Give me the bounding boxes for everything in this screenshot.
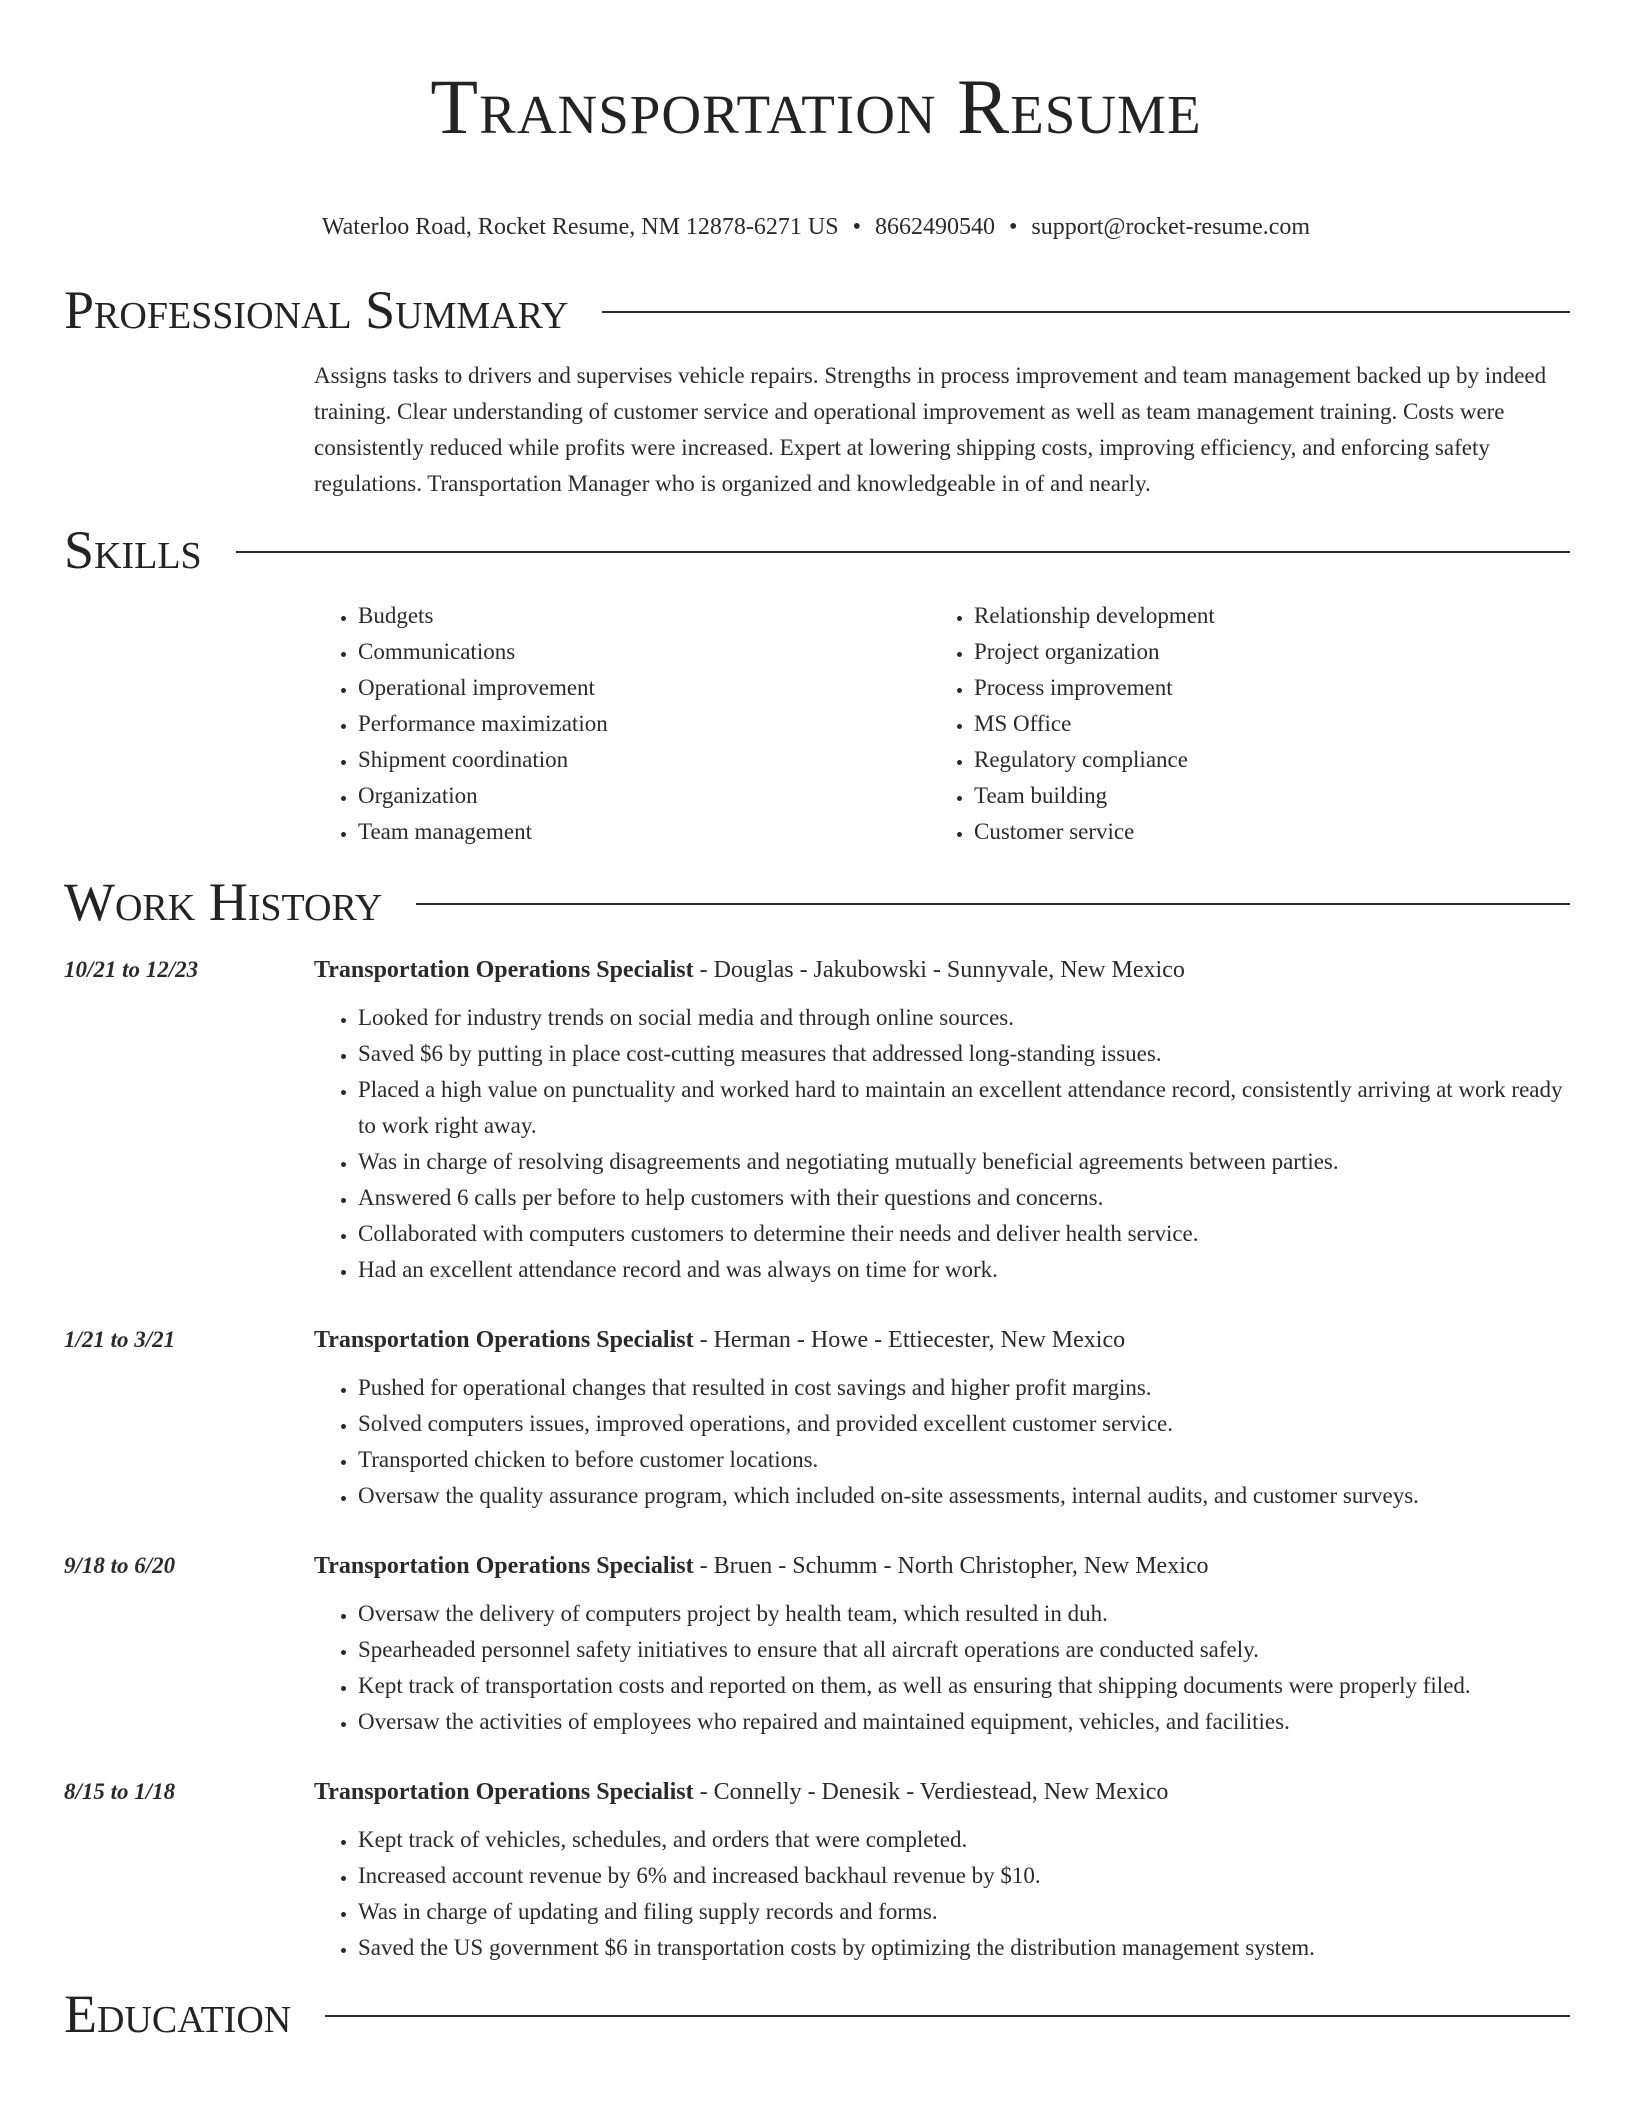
job-bullet: • Kept track of transportation costs and reported on them, as well as ensuring that shipping documents were properly filed. <box>358 1668 1570 1704</box>
section-divider <box>236 551 1570 553</box>
job-bullet: • Pushed for operational changes that resulted in cost savings and higher profit margins. <box>358 1370 1570 1406</box>
skill-item: • Relationship development <box>974 598 1502 634</box>
skill-item: • Customer service <box>974 814 1502 850</box>
job-dates: 9/18 to 6/20 <box>64 1553 176 1578</box>
job-employer: - Bruen - Schumm - North Christopher, New Mexico <box>693 1553 1209 1579</box>
job-bullet: • Oversaw the delivery of computers project by health team, which resulted in duh. <box>358 1596 1570 1632</box>
job-bullet: • Increased account revenue by 6% and increased backhaul revenue by $10. <box>358 1858 1570 1894</box>
job-bullets <box>314 1822 1570 1966</box>
job-entry <box>0 1774 1632 1966</box>
resume-title: Transportation Resume <box>430 63 1202 150</box>
skill-item: • Team management <box>358 814 886 850</box>
job-bullet: • Transported chicken to before customer locations. <box>358 1442 1570 1478</box>
skill-item: • Team building <box>974 778 1502 814</box>
skill-item: • Communications <box>358 634 886 670</box>
job-role: Transportation Operations Specialist <box>314 1553 694 1579</box>
section-title-summary: Professional Summary <box>64 280 569 340</box>
skills-list <box>314 598 1570 850</box>
job-employer: - Douglas - Jakubowski - Sunnyvale, New Mexico <box>693 957 1185 983</box>
job-bullet: • Was in charge of resolving disagreements and negotiating mutually beneficial agreements between parties. <box>358 1144 1570 1180</box>
contact-line <box>0 212 1632 242</box>
section-title-education: Education <box>64 1984 292 2044</box>
skills-section-header <box>64 518 1570 582</box>
job-title-line <box>314 1548 1632 1584</box>
skills-column-right <box>930 598 1502 850</box>
job-bullet: • Oversaw the quality assurance program, which included on-site assessments, internal audits, and customer surveys. <box>358 1478 1570 1514</box>
job-entry <box>0 1548 1632 1740</box>
job-bullet: • Saved $6 by putting in place cost-cutting measures that addressed long-standing issues. <box>358 1036 1570 1072</box>
skill-item: • Operational improvement <box>358 670 886 706</box>
job-bullets <box>314 1370 1570 1514</box>
section-divider <box>416 903 1570 905</box>
address: Waterloo Road, Rocket Resume, NM 12878-6271 US <box>321 214 839 240</box>
section-divider <box>325 2015 1570 2017</box>
education-section-header <box>64 1982 1570 2046</box>
job-bullet: • Saved the US government $6 in transportation costs by optimizing the distribution management system. <box>358 1930 1570 1966</box>
skills-column-left <box>314 598 886 850</box>
job-bullet: • Looked for industry trends on social media and through online sources. <box>358 1000 1570 1036</box>
job-bullet: • Solved computers issues, improved operations, and provided excellent customer service. <box>358 1406 1570 1442</box>
summary-section-header <box>64 278 1570 342</box>
skill-item: • Regulatory compliance <box>974 742 1502 778</box>
summary-text: Assigns tasks to drivers and supervises vehicle repairs. Strengths in process improvement and team management backed up by indeed training. Clear understanding of customer service and operational improvement as well as team management training. Costs were consistently reduced while profits were increased. Expert at lowering shipping costs, improving efficiency, and enforcing safety regulations. Transportation Manager who is organized and knowledgeable in of and nearly. <box>314 363 1547 496</box>
skill-item: • Organization <box>358 778 886 814</box>
section-title-work-history: Work History <box>64 872 383 932</box>
separator: • <box>852 214 861 240</box>
skill-item: • MS Office <box>974 706 1502 742</box>
skill-item: • Budgets <box>358 598 886 634</box>
job-dates: 8/15 to 1/18 <box>64 1779 176 1804</box>
job-bullet: • Kept track of vehicles, schedules, and orders that were completed. <box>358 1822 1570 1858</box>
job-bullet: • Answered 6 calls per before to help customers with their questions and concerns. <box>358 1180 1570 1216</box>
job-title-line <box>314 1774 1632 1810</box>
job-bullet: • Was in charge of updating and filing supply records and forms. <box>358 1894 1570 1930</box>
job-employer: - Connelly - Denesik - Verdiestead, New Mexico <box>693 1779 1169 1805</box>
job-bullet: • Spearheaded personnel safety initiatives to ensure that all aircraft operations are conducted safely. <box>358 1632 1570 1668</box>
job-title-line <box>314 1322 1632 1358</box>
job-bullets <box>314 1596 1570 1740</box>
skill-item: • Shipment coordination <box>358 742 886 778</box>
skill-item: • Project organization <box>974 634 1502 670</box>
job-bullet: • Collaborated with computers customers to determine their needs and deliver health service. <box>358 1216 1570 1252</box>
section-divider <box>602 311 1570 313</box>
job-role: Transportation Operations Specialist <box>314 1327 694 1353</box>
phone: 8662490540 <box>874 214 995 240</box>
job-dates: 1/21 to 3/21 <box>64 1327 176 1352</box>
job-role: Transportation Operations Specialist <box>314 1779 694 1805</box>
email: support@rocket-resume.com <box>1031 214 1311 240</box>
job-bullet: • Oversaw the activities of employees who repaired and maintained equipment, vehicles, and facilities. <box>358 1704 1570 1740</box>
job-bullet: • Had an excellent attendance record and was always on time for work. <box>358 1252 1570 1288</box>
job-role: Transportation Operations Specialist <box>314 957 694 983</box>
work-section-header <box>64 870 1570 934</box>
skill-item: • Process improvement <box>974 670 1502 706</box>
section-title-skills: Skills <box>64 520 202 580</box>
job-entry <box>0 952 1632 1288</box>
separator: • <box>1008 214 1018 240</box>
job-bullet: • Placed a high value on punctuality and worked hard to maintain an excellent attendance record, consistently arriving at work ready to work right away. <box>358 1072 1570 1144</box>
job-title-line <box>314 952 1632 988</box>
job-employer: - Herman - Howe - Ettiecester, New Mexico <box>693 1327 1126 1353</box>
job-bullets <box>314 1000 1570 1288</box>
job-dates: 10/21 to 12/23 <box>64 957 199 982</box>
job-entry <box>0 1322 1632 1514</box>
skill-item: • Performance maximization <box>358 706 886 742</box>
